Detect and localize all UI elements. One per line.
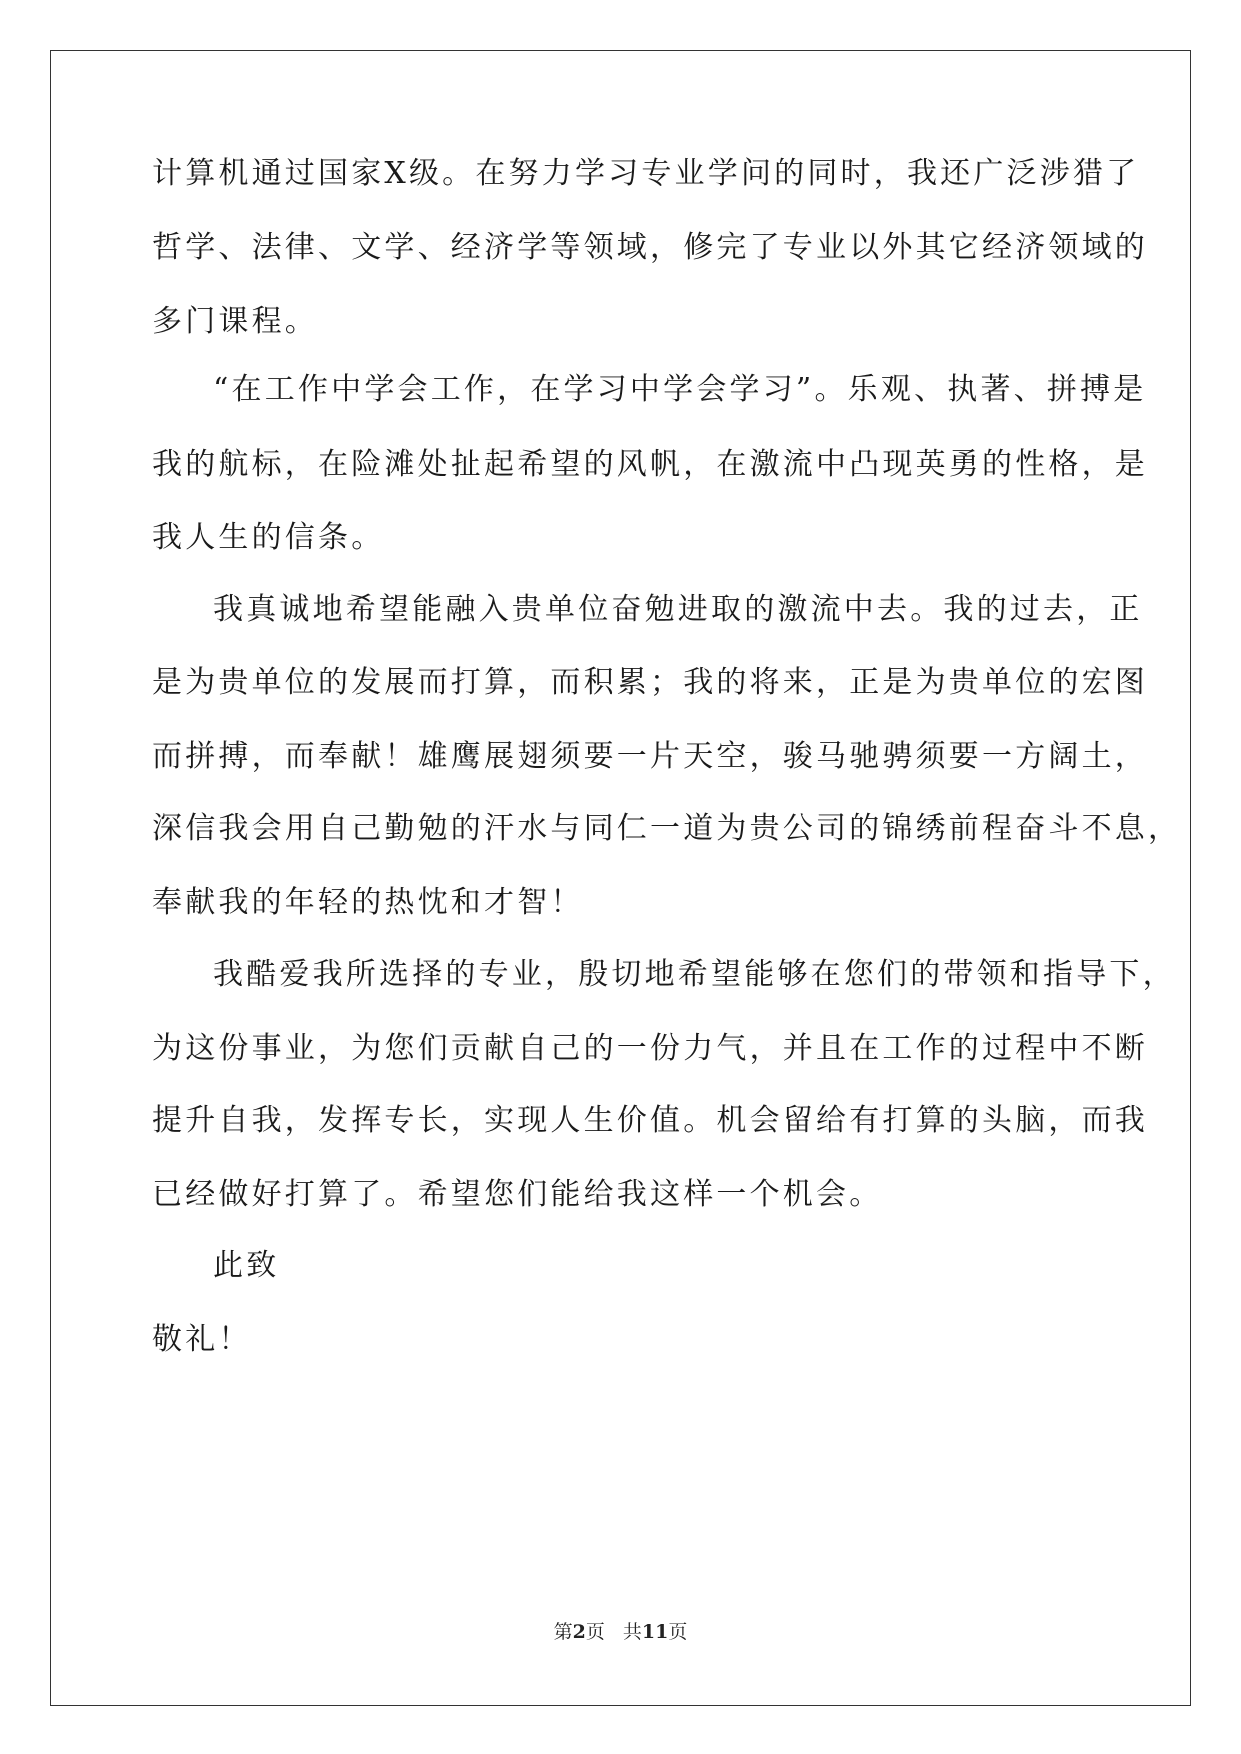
text-line: 奉献我的年轻的热忱和才智！	[152, 885, 584, 920]
paragraph-first-line: “在工作中学会工作，在学习中学会学习”。乐观、执著、拼搏是	[213, 372, 1147, 407]
text-line: 提升自我，发挥专长，实现人生价值。机会留给有打算的头脑，而我	[152, 1103, 1148, 1138]
total-suffix: 页	[668, 1621, 688, 1643]
text-line: 我的航标，在险滩处扯起希望的风帆，在激流中凸现英勇的性格，是	[152, 447, 1148, 482]
paragraph-first-line: 我真诚地希望能融入贵单位奋勉进取的激流中去。我的过去，正	[213, 592, 1143, 627]
closing-regards: 敬礼！	[152, 1322, 252, 1357]
text-line: 多门课程。	[152, 304, 318, 339]
total-prefix: 共	[622, 1621, 642, 1643]
text-line: 是为贵单位的发展而打算，而积累；我的将来，正是为贵单位的宏图	[152, 665, 1148, 700]
total-pages: 11	[641, 1621, 669, 1643]
text-line: 已经做好打算了。希望您们能给我这样一个机会。	[152, 1177, 883, 1212]
text-line: 为这份事业，为您们贡献自己的一份力气，并且在工作的过程中不断	[152, 1031, 1148, 1066]
text-line: 深信我会用自己勤勉的汗水与同仁一道为贵公司的锦绣前程奋斗不息，	[152, 811, 1182, 846]
paragraph-first-line: 我酷爱我所选择的专业，殷切地希望能够在您们的带领和指导下，	[213, 957, 1176, 992]
text-line: 而拼搏，而奉献！雄鹰展翅须要一片天空，骏马驰骋须要一方阔土，	[152, 739, 1148, 774]
page-suffix: 页	[585, 1621, 605, 1643]
text-line: 我人生的信条。	[152, 520, 385, 555]
text-line: 计算机通过国家X级。在努力学习专业学问的同时，我还广泛涉猎了	[152, 156, 1140, 191]
page-number: 2	[572, 1621, 586, 1643]
page-footer	[0, 1620, 1241, 1644]
page-prefix: 第	[553, 1621, 573, 1643]
text-line: 哲学、法律、文学、经济学等领域，修完了专业以外其它经济领域的	[152, 230, 1148, 265]
page-border	[50, 50, 1191, 1706]
closing-salutation: 此致	[213, 1248, 280, 1283]
